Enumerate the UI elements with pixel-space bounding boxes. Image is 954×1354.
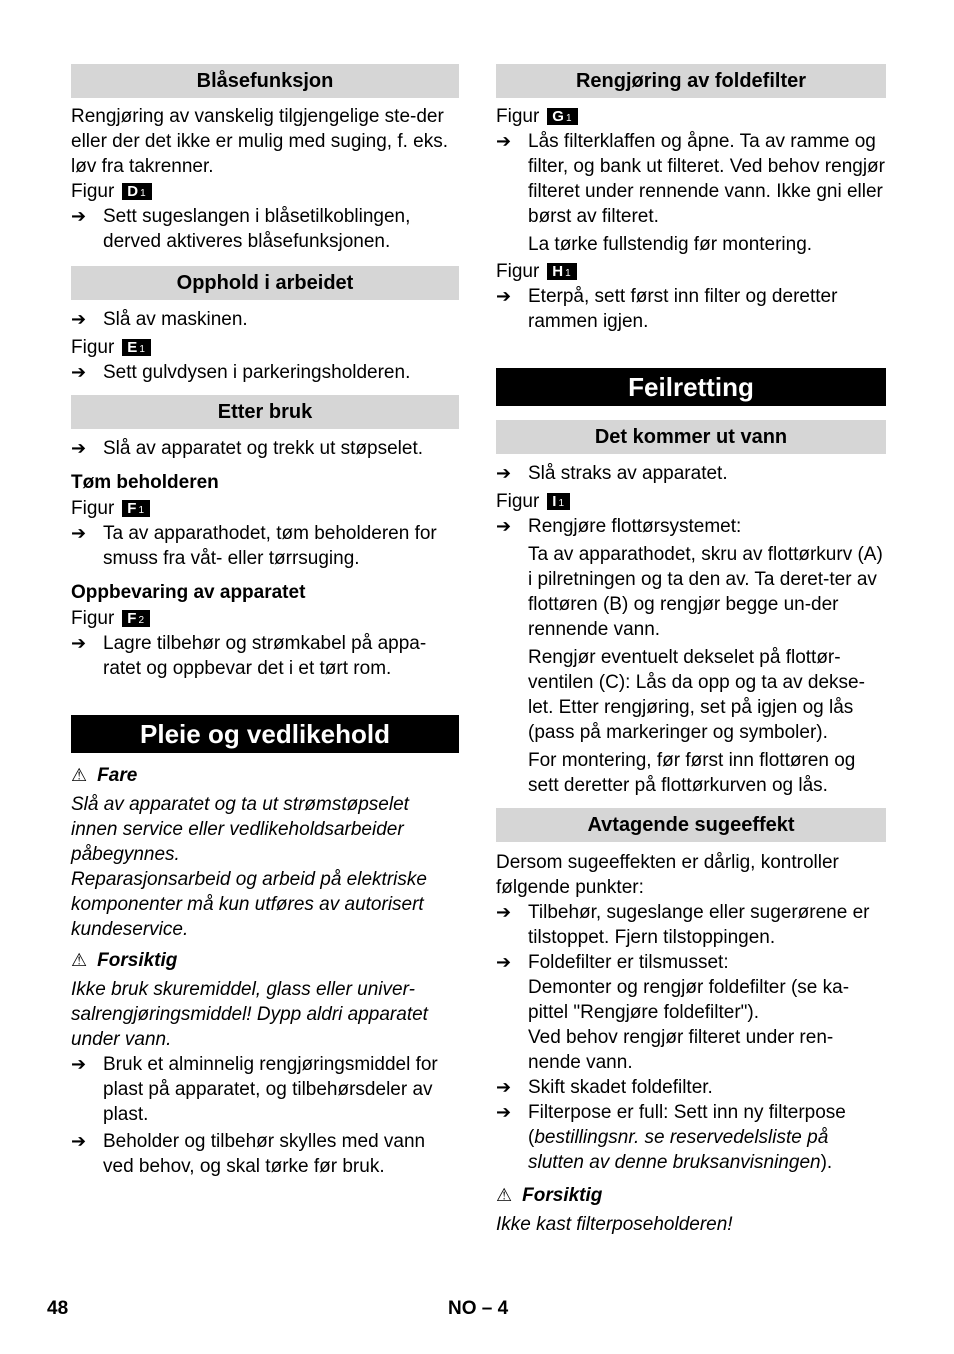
- page-code: NO – 4: [448, 1298, 509, 1319]
- left-column: [71, 64, 459, 1179]
- right-arrow-icon: ➔: [71, 362, 87, 382]
- section-heading-opphold: Opphold i arbeidet: [71, 266, 459, 300]
- warning-text: Reparasjonsarbeid og arbeid på elektriske komponenter må kun utføres av autorisert kundeservice.: [71, 869, 427, 940]
- paragraph: Rengjøring av vanskelig tilgjengelige ste-der eller der det ikke er mulig med suging, f. eks. løv fra takrenner.: [71, 106, 449, 177]
- right-arrow-icon: ➔: [71, 438, 87, 458]
- figure-badge: F1: [122, 500, 150, 517]
- section-heading-vann: Det kommer ut vann: [496, 420, 886, 454]
- warning-triangle-icon: ⚠: [71, 950, 88, 970]
- right-column: [496, 64, 886, 1237]
- right-arrow-icon: ➔: [71, 309, 87, 329]
- bullet-item: ➔ Tilbehør, sugeslange eller sugerørene er tilstoppet. Fjern tilstoppingen.: [496, 902, 870, 948]
- right-arrow-icon: ➔: [496, 516, 512, 536]
- bullet-item: ➔ Slå av maskinen.: [71, 309, 248, 330]
- indented-text: Demonter og rengjør foldefilter (se ka-pittel "Rengjøre foldefilter").: [528, 977, 850, 1023]
- figure-reference: Figur H1: [496, 259, 886, 284]
- page-number: 48: [47, 1298, 69, 1319]
- bullet-item: ➔ Lås filterklaffen og åpne. Ta av ramme og filter, og bank ut filteret. Ved behov rengjør filteret under rennende vann. Ikke gni eller børst av filteret.: [496, 131, 885, 227]
- right-arrow-icon: ➔: [71, 1131, 87, 1151]
- bullet-item: ➔ Sett sugeslangen i blåsetilkoblingen, derved aktiveres blåsefunksjonen.: [71, 206, 411, 252]
- chapter-heading-feilretting: Feilretting: [496, 368, 886, 406]
- bullet-item: ➔ Sett gulvdysen i parkeringsholderen.: [71, 362, 411, 383]
- warning-triangle-icon: ⚠: [71, 765, 88, 785]
- indented-text: Ta av apparathodet, skru av flottørkurv (A) i pilretningen og ta den av. Ta deret-ter av flottøren (B) og rengjør begge un-der rennende vann.: [528, 544, 883, 640]
- warning-triangle-icon: ⚠: [496, 1185, 513, 1205]
- right-arrow-icon: ➔: [496, 902, 512, 922]
- indented-text: Rengjør eventuelt dekselet på flottør-ventilen (C): Lås da opp og ta av deksе-let. Etter rengjøring, set på igjen og lås (pass på markeringer og symboler).: [528, 647, 865, 743]
- section-heading-foldefilter: Rengjøring av foldefilter: [496, 64, 886, 98]
- right-arrow-icon: ➔: [71, 206, 87, 226]
- indented-text: For montering, før først inn flottøren og sett deretter på flottørkurven og lås.: [528, 750, 856, 796]
- figure-reference: Figur D1: [71, 179, 459, 204]
- bullet-item: ➔ Ta av apparathodet, tøm beholderen for smuss fra våt- eller tørrsuging.: [71, 523, 437, 569]
- figure-badge: H1: [547, 263, 576, 280]
- figure-badge: G1: [547, 108, 577, 125]
- right-arrow-icon: ➔: [496, 952, 512, 972]
- figure-badge: D1: [122, 183, 151, 200]
- bullet-item: ➔ Filterpose er full: Sett inn ny filterpose (bestillingsnr. se reservedelsliste på slutten av denne bruksanvisningen).: [496, 1102, 846, 1173]
- bullet-item: ➔ Skift skadet foldefilter.: [496, 1077, 713, 1098]
- caution-label: ⚠ Forsiktig: [71, 950, 178, 971]
- right-arrow-icon: ➔: [496, 1102, 512, 1122]
- figure-reference: Figur F2: [71, 606, 459, 631]
- figure-reference: Figur F1: [71, 496, 459, 521]
- figure-badge: F2: [122, 610, 150, 627]
- subheading: Tøm beholderen: [71, 472, 219, 493]
- right-arrow-icon: ➔: [71, 633, 87, 653]
- section-heading-sugeeffekt: Avtagende sugeeffekt: [496, 808, 886, 842]
- bullet-item: ➔ Beholder og tilbehør skylles med vann ved behov, og skal tørke før bruk.: [71, 1131, 426, 1177]
- indented-text: La tørke fullstendig før montering.: [528, 234, 813, 255]
- section-heading-blasefunksjon: Blåsefunksjon: [71, 64, 459, 98]
- right-arrow-icon: ➔: [71, 523, 87, 543]
- warning-text: Slå av apparatet og ta ut strømstøpselet innen service eller vedlikeholdsarbeider påbegynnes.: [71, 794, 409, 865]
- right-arrow-icon: ➔: [496, 463, 512, 483]
- caution-text: Ikke kast filterposeholderen!: [496, 1214, 733, 1235]
- right-arrow-icon: ➔: [496, 1077, 512, 1097]
- bullet-item: ➔ Lagre tilbehør og strømkabel på appa-ratet og oppbevar det i et tørt rom.: [71, 633, 427, 679]
- figure-reference: Figur G1: [496, 104, 886, 129]
- caution-text: Ikke bruk skuremiddel, glass eller univer-salrengjøringsmiddel! Dypp aldri apparatet under vann.: [71, 979, 428, 1050]
- figure-reference: Figur I1: [496, 489, 886, 514]
- caution-label: ⚠ Forsiktig: [496, 1185, 603, 1206]
- bullet-item: ➔ Bruk et alminnelig rengjøringsmiddel for plast på apparatet, og tilbehørsdeler av plast.: [71, 1054, 438, 1125]
- indented-text: Ved behov rengjør filteret under ren-nende vann.: [528, 1027, 834, 1073]
- figure-reference: Figur E1: [71, 335, 459, 360]
- figure-badge: I1: [547, 493, 570, 510]
- right-arrow-icon: ➔: [496, 286, 512, 306]
- bullet-item: ➔ Rengjøre flottørsystemet:: [496, 516, 742, 537]
- figure-badge: E1: [122, 339, 151, 356]
- warning-label: ⚠ Fare: [71, 765, 138, 786]
- paragraph: Dersom sugeeffekten er dårlig, kontroller følgende punkter:: [496, 852, 839, 898]
- section-heading-etter-bruk: Etter bruk: [71, 395, 459, 429]
- bullet-item: ➔ Slå av apparatet og trekk ut støpselet.: [71, 438, 424, 459]
- bullet-item: ➔ Foldefilter er tilsmusset:: [496, 952, 729, 973]
- subheading: Oppbevaring av apparatet: [71, 582, 306, 603]
- chapter-heading-pleie: Pleie og vedlikehold: [71, 715, 459, 753]
- right-arrow-icon: ➔: [71, 1054, 87, 1074]
- bullet-item: ➔ Eterpå, sett først inn filter og deretter rammen igjen.: [496, 286, 838, 332]
- right-arrow-icon: ➔: [496, 131, 512, 151]
- bullet-item: ➔ Slå straks av apparatet.: [496, 463, 728, 484]
